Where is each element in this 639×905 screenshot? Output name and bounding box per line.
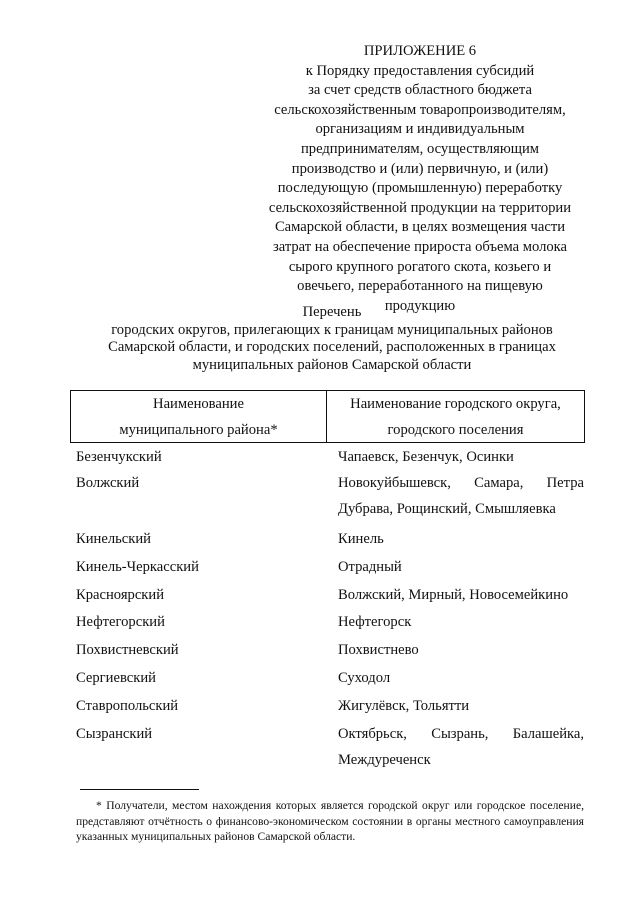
appendix-line: Самарской области, в целях возмещения части (274, 219, 566, 236)
table-row (76, 526, 586, 552)
appendix-line: к Порядку предоставления субсидий (305, 62, 535, 79)
appendix-line: затрат на обеспечение прироста объема молока (272, 238, 568, 255)
table-row (76, 470, 586, 522)
district-name: Нефтегорский (76, 614, 165, 630)
appendix-line: организациям и индивидуальным (315, 121, 525, 138)
district-name: Сергиевский (76, 670, 156, 686)
district-name: Безенчукский (76, 449, 162, 465)
header-settlement: Наименование городского округа, городского поселения (350, 396, 561, 438)
table-row (76, 444, 586, 470)
settlement-names: Жигулёвск, Тольятти (338, 698, 470, 714)
table-row (76, 554, 586, 580)
settlement-names: Новокуйбышевск, Самара, Петра (338, 475, 584, 491)
list-title (40, 304, 624, 374)
appendix-line: предпринимателям, осуществляющим (300, 140, 540, 157)
appendix-line: сельскохозяйственной продукции на территории (268, 199, 572, 216)
footnote: * Получатели, местом нахождения которых является городской округ или городское поселение, представляют отчётность о финансово-экономическом состоянии в органы местного самоуправления указанных муниципальных районов Самарской области. (76, 799, 584, 843)
settlement-names: Чапаевск, Безенчук, Осинки (338, 449, 514, 465)
district-name: Кинель-Черкасский (76, 559, 199, 575)
appendix-line: продукцию (384, 297, 456, 314)
table-row (76, 637, 586, 663)
district-name: Похвистневский (76, 642, 179, 658)
settlement-names: Нефтегорск (338, 614, 412, 630)
header-district: Наименование муниципального района* (71, 391, 327, 442)
district-name: Красноярский (76, 587, 165, 603)
appendix-line: производство и (или) первичную, и (или) (291, 160, 549, 177)
table-row (76, 665, 586, 691)
settlement-names: Междуреченск (338, 752, 431, 768)
appendix-line: за счет средств областного бюджета (308, 82, 532, 99)
settlement-names: Отрадный (338, 559, 402, 575)
list-heading: Перечень (302, 304, 362, 320)
appendix-line: сельскохозяйственным товаропроизводителям, (274, 101, 566, 118)
appendix-line: последующую (промышленную) переработку (277, 180, 563, 197)
list-title-line: муниципальных районов Самарской области (192, 356, 472, 373)
list-title-line: городских округов, прилегающих к границам муниципальных районов (111, 321, 553, 338)
table-body (76, 444, 586, 773)
footnote-divider (80, 789, 199, 790)
table-row (76, 693, 586, 719)
appendix-header (255, 42, 585, 316)
district-name: Сызранский (76, 726, 153, 742)
district-name: Ставропольский (76, 698, 179, 714)
settlement-names: Дубрава, Рощинский, Смышляевка (338, 501, 556, 517)
appendix-line: овечьего, переработанного на пищевую (297, 278, 543, 295)
table-row (76, 721, 586, 773)
settlement-names: Волжский, Мирный, Новосемейкино (338, 587, 569, 603)
settlement-names: Похвистнево (338, 642, 419, 658)
settlement-names: Кинель (338, 531, 384, 547)
appendix-line: сырого крупного рогатого скота, козьего и (288, 258, 552, 275)
table-row (76, 582, 586, 608)
list-title-line: Самарской области, и городских поселений, расположенных в границах (108, 339, 556, 355)
table-header (70, 390, 585, 443)
district-name: Волжский (76, 475, 140, 491)
settlement-names: Суходол (338, 670, 391, 686)
appendix-title: ПРИЛОЖЕНИЕ 6 (363, 43, 477, 59)
settlement-names: Октябрьск, Сызрань, Балашейка, (338, 726, 584, 742)
district-name: Кинельский (76, 531, 151, 547)
table-row (76, 609, 586, 635)
